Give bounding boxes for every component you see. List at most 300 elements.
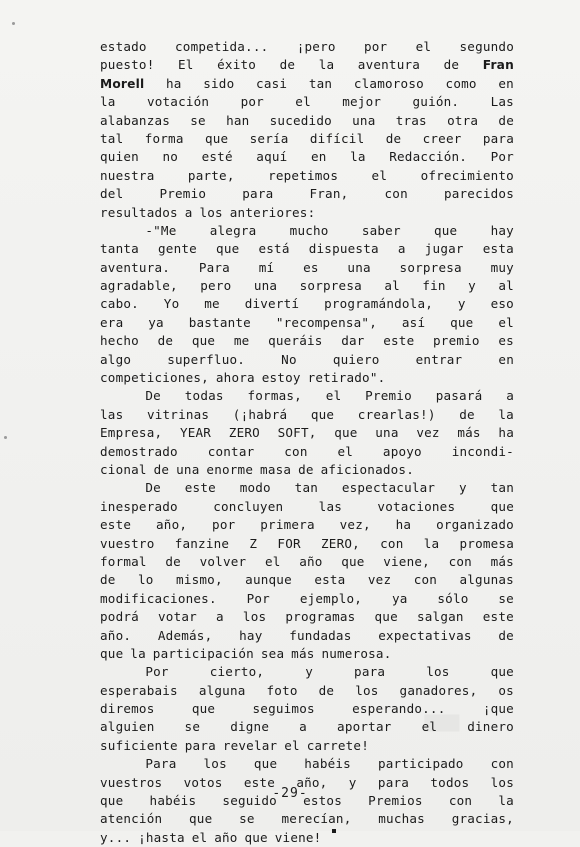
word: de	[279, 57, 296, 73]
word: de	[459, 406, 475, 422]
word: los	[199, 204, 223, 220]
text-line	[100, 479, 514, 497]
word: el	[337, 443, 354, 459]
word: que	[490, 498, 514, 514]
word: las	[318, 498, 343, 514]
text-line	[100, 663, 514, 681]
word: votaciones	[377, 498, 456, 514]
word: que	[310, 406, 335, 422]
text-line	[100, 755, 514, 773]
word: la	[423, 535, 440, 551]
word: cabo.	[100, 296, 139, 312]
word: seguido	[222, 793, 277, 809]
word: tras	[395, 112, 427, 128]
word: hay	[239, 627, 263, 643]
word: los	[355, 682, 379, 698]
word: viene!	[274, 829, 322, 845]
word: aunque	[245, 572, 292, 588]
word: estos	[303, 793, 342, 809]
word: FOR	[277, 535, 301, 551]
word: al	[384, 278, 400, 294]
text-line	[100, 240, 514, 258]
word: se	[239, 811, 255, 827]
word: De	[145, 388, 161, 404]
text-line	[100, 682, 514, 700]
word: mejor	[342, 94, 382, 110]
word: y...	[100, 829, 132, 845]
word: Yo	[163, 296, 180, 312]
word: sería	[249, 130, 289, 146]
word: a	[506, 388, 514, 404]
word: dar	[341, 333, 365, 349]
word: que	[191, 333, 216, 349]
word: con	[413, 572, 438, 588]
word: la	[130, 645, 146, 661]
word: de	[498, 112, 514, 128]
word: resultados	[100, 204, 178, 220]
word: entrar	[415, 351, 463, 367]
word: de	[385, 130, 402, 146]
word: cierto,	[209, 664, 265, 680]
word: una	[176, 461, 200, 477]
word: esperabais	[100, 682, 178, 698]
word: era	[100, 314, 124, 330]
word: mí	[258, 259, 275, 275]
word: más	[490, 553, 514, 569]
word: de	[298, 461, 314, 477]
word: revelar	[222, 737, 278, 753]
word: primera	[260, 517, 315, 533]
word: es	[498, 333, 514, 349]
word: este	[383, 333, 415, 349]
text-line	[100, 571, 514, 589]
word: de	[157, 333, 174, 349]
word: ahora	[215, 370, 255, 386]
text-line	[100, 718, 514, 736]
word: parecidos	[443, 186, 514, 202]
text-line	[100, 461, 514, 479]
word: por	[240, 94, 264, 110]
word: ¡pero	[296, 39, 336, 54]
word: que	[191, 701, 216, 717]
word: formal	[100, 553, 147, 569]
text-line	[100, 424, 514, 442]
word: (¡habrá	[232, 406, 288, 422]
word: año	[299, 553, 323, 569]
word: el	[284, 737, 300, 753]
word: pasará	[435, 388, 483, 404]
word: ha	[166, 75, 182, 91]
word: sorpresa	[299, 278, 362, 294]
word: demostrado	[100, 443, 178, 459]
word: saber	[361, 222, 401, 238]
word: aquí	[256, 149, 288, 165]
word: de	[153, 461, 170, 477]
word: participación	[152, 645, 254, 661]
word: la	[498, 406, 514, 422]
word: Para	[145, 756, 177, 772]
page-number: -29-	[272, 786, 308, 801]
word: alguien	[100, 719, 155, 735]
word: programándola,	[324, 296, 434, 312]
text-line	[100, 130, 514, 148]
word: dinero	[467, 719, 514, 735]
word: numerosa.	[321, 645, 392, 661]
word: que	[450, 314, 474, 330]
word: digne	[230, 719, 270, 735]
word: programas	[285, 609, 356, 625]
word: se	[184, 719, 201, 735]
word: que	[253, 756, 278, 772]
word: vez,	[339, 517, 371, 533]
word: de	[498, 627, 514, 643]
word: año	[214, 829, 238, 845]
word: el	[264, 553, 281, 569]
word: nuestra	[100, 167, 155, 183]
word: de	[165, 553, 181, 569]
word: la	[350, 149, 366, 165]
word: No	[281, 351, 297, 367]
word: guión.	[412, 94, 460, 110]
word: han	[226, 112, 250, 128]
word: expectativas	[378, 627, 472, 643]
word: dispuesta	[308, 241, 379, 257]
text-line	[100, 553, 514, 571]
word: el	[191, 829, 208, 845]
word: este	[100, 517, 132, 533]
word: sólo	[437, 590, 469, 606]
word: este	[482, 609, 514, 625]
word: vez	[367, 572, 392, 588]
word: repetimos	[268, 167, 339, 183]
word: Redacción.	[389, 149, 468, 165]
word: se	[498, 590, 514, 606]
word: incondi-	[451, 443, 514, 459]
word: Por	[145, 664, 169, 680]
text-line	[100, 387, 514, 405]
word: año.	[100, 627, 132, 643]
word: votación	[146, 94, 210, 110]
word: a	[397, 241, 406, 257]
word: y	[468, 278, 476, 294]
word: ofrecimiento	[420, 167, 514, 183]
word: Premios	[368, 793, 423, 809]
word: ya	[148, 314, 164, 330]
word: podrá	[100, 609, 139, 625]
article-body	[100, 38, 514, 847]
word: ha	[395, 517, 412, 533]
word: sido	[203, 75, 235, 91]
word: puesto!	[100, 57, 155, 73]
word: Fran,	[309, 186, 349, 202]
word: y	[305, 664, 314, 680]
word: competida...	[175, 39, 269, 54]
word: se	[190, 112, 206, 128]
word: modificaciones.	[100, 590, 217, 606]
word: jugar	[424, 241, 464, 257]
word: difícil	[309, 130, 365, 146]
word: a	[184, 204, 193, 220]
word: mismo,	[176, 572, 223, 588]
word: vuestros	[100, 774, 163, 790]
word: volver	[199, 553, 247, 569]
word: como	[445, 75, 477, 91]
word: seguimos	[252, 701, 315, 717]
word: suficiente	[100, 737, 178, 753]
word: forma	[144, 130, 184, 146]
word: esta	[314, 572, 346, 588]
word: queráis	[268, 333, 323, 349]
word: ya	[391, 590, 408, 606]
word: competiciones,	[100, 370, 209, 386]
word: SOFT,	[277, 425, 317, 441]
word: atención	[100, 811, 163, 827]
word: esperando...	[352, 701, 446, 717]
text-line	[100, 516, 514, 534]
word: "recompensa",	[275, 314, 377, 330]
text-line	[100, 56, 514, 74]
word: una	[347, 259, 371, 275]
word: que	[189, 811, 213, 827]
word: sea	[260, 645, 285, 661]
word: me	[204, 296, 220, 312]
page-speck	[12, 22, 15, 25]
word: otra	[447, 112, 479, 128]
word: a	[299, 719, 307, 735]
word: una	[352, 112, 376, 128]
word: clamoroso	[353, 75, 424, 91]
text-line	[100, 700, 514, 718]
word: los	[242, 609, 267, 625]
word: bastante	[188, 314, 251, 330]
word: fundadas	[289, 627, 352, 643]
text-line	[100, 167, 514, 185]
word: del	[100, 186, 124, 202]
text-line	[100, 314, 514, 332]
word: estado	[100, 39, 147, 54]
word: que	[341, 553, 365, 569]
word: retirado".	[307, 370, 386, 386]
word: crearlas!)	[357, 406, 436, 422]
page-speck	[4, 436, 7, 439]
word: Morell	[100, 76, 145, 91]
word: tan	[294, 480, 319, 496]
word: superfluo.	[167, 351, 246, 367]
word: con	[490, 756, 514, 772]
word: diremos	[100, 701, 155, 717]
text-line	[100, 204, 514, 222]
word: aventura	[357, 57, 421, 73]
word: creer	[422, 130, 462, 146]
word: esta	[482, 241, 514, 257]
word: Por	[490, 149, 514, 165]
word: Por	[246, 590, 270, 606]
word: participado	[377, 756, 464, 772]
word: todos	[430, 774, 470, 790]
word: cional	[100, 461, 147, 477]
word: Las	[490, 94, 514, 110]
word: gente	[158, 241, 197, 257]
text-line	[100, 369, 514, 387]
word: segundo	[459, 39, 514, 54]
word: hay	[490, 222, 514, 238]
text-line	[100, 351, 514, 369]
word: para	[377, 774, 410, 790]
word: esté	[201, 149, 233, 165]
text-line	[100, 332, 514, 350]
word: vitrinas	[146, 406, 210, 422]
word: hecho	[100, 333, 139, 349]
word: YEAR	[179, 425, 212, 441]
word: ¡que	[482, 701, 514, 717]
word: organizado	[436, 517, 514, 533]
word: con	[284, 443, 308, 459]
word: votar	[158, 609, 197, 625]
text-line	[100, 443, 514, 461]
word: masa	[260, 461, 292, 477]
word: sucedido	[269, 112, 332, 128]
word: no	[162, 149, 179, 165]
word: está	[258, 241, 290, 257]
word: apoyo	[382, 443, 422, 459]
word: este	[243, 774, 275, 790]
word: en	[310, 149, 327, 165]
word: para	[184, 737, 216, 753]
word: alabanzas	[100, 112, 171, 128]
word: pero	[200, 278, 232, 294]
word: promesa	[459, 535, 514, 551]
word: con	[380, 535, 404, 551]
word: y	[457, 296, 466, 312]
word: con	[448, 553, 472, 569]
word: el	[295, 94, 311, 110]
word: que	[374, 609, 398, 625]
word: Empresa,	[100, 425, 163, 441]
word: los	[426, 664, 450, 680]
word: tan	[308, 75, 333, 91]
word: la	[318, 57, 335, 73]
word: concluyen	[213, 498, 284, 514]
word: agradable,	[100, 278, 178, 294]
word: que	[334, 425, 358, 441]
word: vez	[416, 425, 440, 441]
word: alegra	[209, 222, 257, 238]
word: que	[244, 829, 268, 845]
word: me	[233, 333, 250, 349]
word: año,	[296, 774, 328, 790]
word: el	[421, 719, 438, 735]
word: os	[498, 682, 514, 698]
word: ZERO,	[321, 535, 360, 551]
word: es	[303, 259, 319, 275]
word: De	[145, 480, 161, 496]
word: año,	[156, 517, 188, 533]
word: las	[100, 406, 124, 422]
word: quien	[100, 149, 139, 165]
word: en	[498, 351, 514, 367]
word: alguna	[198, 682, 246, 698]
text-line	[100, 737, 514, 755]
text-line	[100, 148, 514, 166]
word: premio	[433, 333, 480, 349]
word: Premio	[365, 388, 412, 404]
word: Para	[198, 259, 230, 275]
word: que	[100, 645, 124, 661]
word: con	[384, 186, 408, 202]
text-line	[100, 608, 514, 626]
word: quiero	[332, 351, 380, 367]
word: ganadores,	[399, 682, 478, 698]
word: anteriores:	[229, 204, 316, 220]
word: estoy	[261, 370, 301, 386]
word: vuestro	[100, 535, 155, 551]
word: este	[184, 480, 216, 496]
word: Z	[249, 535, 258, 551]
word: que	[204, 130, 229, 146]
word: para	[482, 130, 514, 146]
word: de	[443, 57, 460, 73]
text-line	[100, 185, 514, 203]
word: ejemplo,	[299, 590, 363, 606]
word: -"Me	[145, 222, 177, 238]
word: el	[415, 39, 432, 54]
word: divertí	[244, 296, 300, 312]
word: mucho	[289, 222, 329, 238]
word: algo	[100, 351, 132, 367]
text-line	[100, 259, 514, 277]
word: eso	[490, 296, 514, 312]
word: los	[203, 756, 227, 772]
word: habéis	[149, 793, 197, 809]
word: salgan	[416, 609, 464, 625]
word: así	[401, 314, 426, 330]
word: por	[212, 517, 236, 533]
word: parte,	[187, 167, 235, 183]
word: modo	[239, 480, 271, 496]
word: ZERO	[228, 425, 260, 441]
text-line	[100, 810, 514, 828]
word: que	[100, 793, 124, 809]
word: más	[457, 425, 481, 441]
word: muchas	[378, 811, 425, 827]
word: de	[318, 682, 335, 698]
word: en	[498, 75, 514, 91]
word: aficionados.	[320, 461, 414, 477]
word: lo	[138, 572, 154, 588]
word: con	[448, 793, 473, 809]
text-line	[100, 222, 514, 240]
word: aportar	[337, 719, 392, 735]
text-line	[100, 112, 514, 130]
word: de	[100, 572, 116, 588]
word: éxito	[217, 57, 257, 73]
word: tanta	[100, 241, 139, 257]
word: inesperado	[100, 498, 178, 514]
word: Fran	[482, 58, 514, 73]
text-line	[100, 535, 514, 553]
word: una	[253, 278, 278, 294]
word: y	[459, 480, 467, 496]
word: el	[371, 167, 388, 183]
word: carrete!	[306, 737, 369, 753]
word: tal	[100, 130, 124, 146]
word: Premio	[159, 186, 207, 202]
word: Además,	[157, 627, 213, 643]
word: El	[178, 57, 194, 73]
text-line	[100, 406, 514, 424]
text-line	[100, 75, 514, 93]
word: ¡hasta	[138, 829, 185, 845]
